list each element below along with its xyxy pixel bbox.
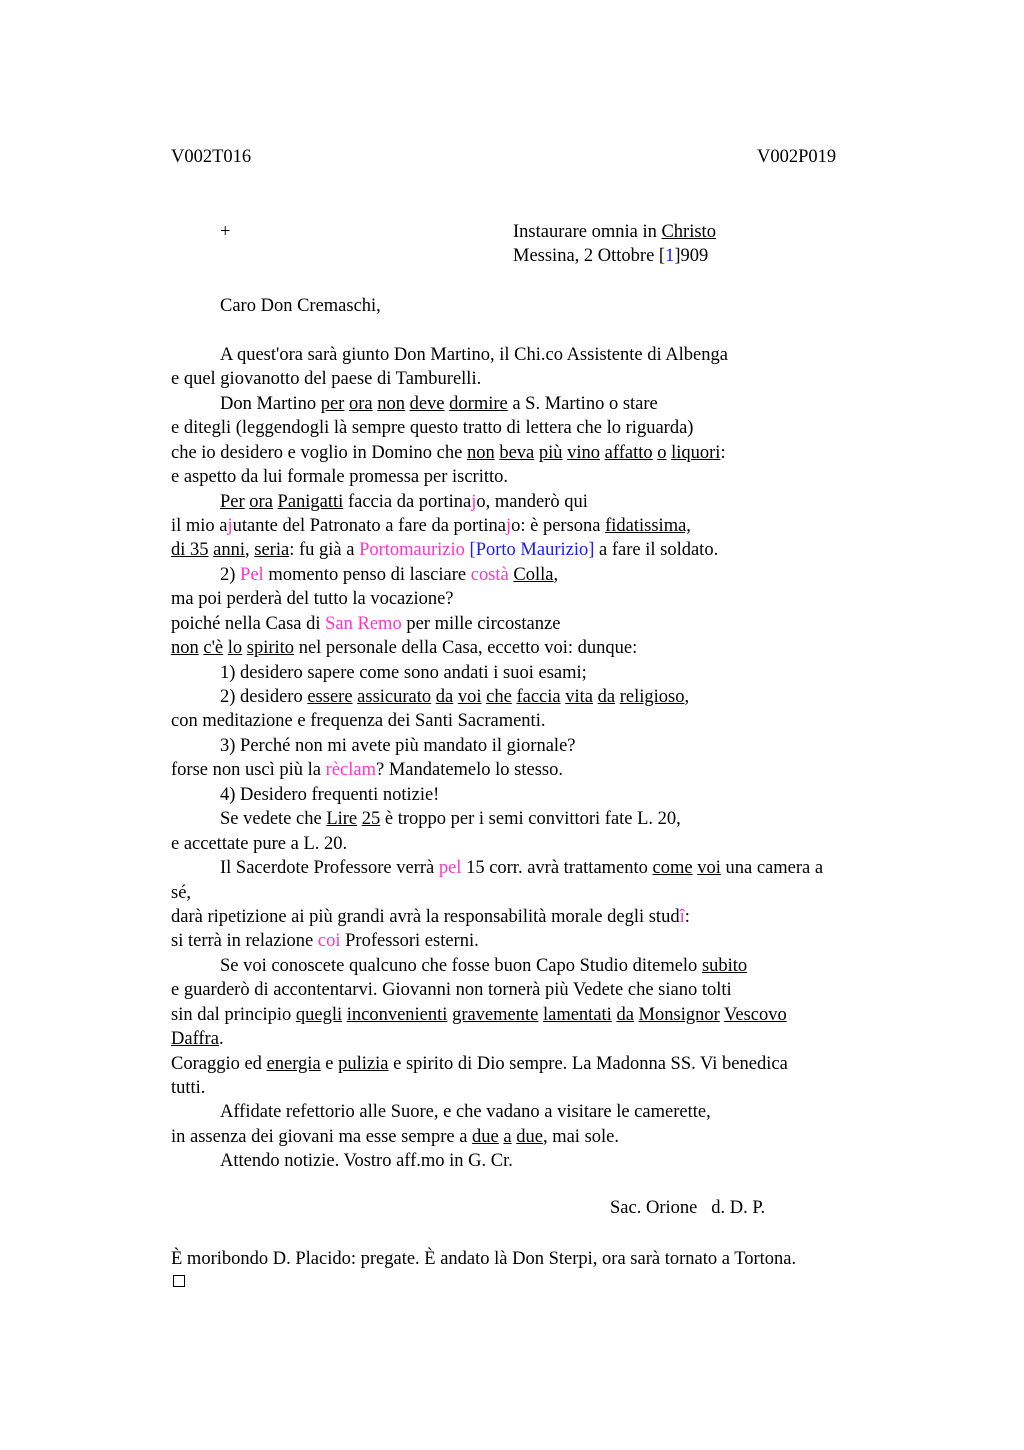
text-run: forse non uscì più la <box>171 760 326 780</box>
underlined-word: inconvenienti <box>346 1005 448 1025</box>
magenta-note: j <box>227 516 233 536</box>
text-run: : fu già a <box>289 540 360 560</box>
text-run: è troppo per i semi convittori fate L. 20, <box>380 809 681 829</box>
cross-symbol: + <box>220 222 231 242</box>
underlined-word: gravemente <box>452 1005 539 1025</box>
text-run: Il Sacerdote Professore verrà <box>220 858 439 878</box>
list-item-2 <box>220 685 689 709</box>
para3-line3 <box>171 538 718 562</box>
underlined-word: seria <box>254 540 290 560</box>
text-run: : <box>684 907 690 927</box>
magenta-note: coi <box>317 931 341 951</box>
text-run: Professori esterni. <box>340 931 479 951</box>
list-item-1: 1) desidero sapere come sono andati i suoi esami; <box>220 663 587 683</box>
para6-line1 <box>220 856 823 880</box>
underlined-word: 25 <box>361 809 381 829</box>
magenta-note: Portomaurizio <box>359 540 465 560</box>
underlined-word: Vescovo <box>724 1005 787 1025</box>
underlined-word: due <box>472 1127 499 1147</box>
text-run: , <box>553 565 559 585</box>
magenta-note: rèclam <box>325 760 376 780</box>
para2-line2: e ditegli (leggendogli là sempre questo tratto di lettera che lo riguarda) <box>171 418 694 438</box>
text-run: che io desidero e voglio in Domino che <box>171 443 467 463</box>
underlined-word: vita <box>565 687 593 707</box>
underlined-word: Daffra <box>171 1029 219 1049</box>
underlined-word: voi <box>697 858 721 878</box>
para2-line4: e aspetto da lui formale promessa per iscritto. <box>171 467 509 487</box>
postscript: È moribondo D. Placido: pregate. È andato là Don Sterpi, ora sarà tornato a Tortona. <box>171 1249 797 1269</box>
para8-line1 <box>171 1052 788 1076</box>
underlined-word: liquori <box>671 443 721 463</box>
magenta-note: San Remo <box>325 614 402 634</box>
underlined-word: energia <box>266 1054 321 1074</box>
underlined-word: come <box>652 858 693 878</box>
underlined-word: vino <box>567 443 601 463</box>
text-run: 15 corr. avrà trattamento <box>461 858 653 878</box>
underlined-word: Per <box>220 492 245 512</box>
para7-line4 <box>171 1027 224 1051</box>
list-item-3-cont <box>171 758 563 782</box>
underlined-word: voi <box>457 687 482 707</box>
para3-line2 <box>171 514 691 538</box>
para6-line3 <box>171 905 690 929</box>
underlined-word: anni <box>213 540 245 560</box>
underlined-word: 35 <box>190 540 209 560</box>
dateline <box>513 246 708 267</box>
para4-line1 <box>220 563 558 587</box>
underlined-word: o <box>657 443 667 463</box>
text-run: : <box>720 443 726 463</box>
underlined-word: subito <box>701 956 748 976</box>
magenta-note: pel <box>438 858 462 878</box>
underlined-word: assicurato <box>357 687 432 707</box>
para1-line1: A quest'ora sarà giunto Don Martino, il Chi.co Assistente di Albenga <box>220 345 728 365</box>
para1-line2: e quel giovanotto del paese di Tamburelli. <box>171 369 482 389</box>
para9-line2 <box>171 1125 619 1149</box>
underlined-word: lo <box>227 638 243 658</box>
dateline-post: ]909 <box>674 246 709 266</box>
underlined-word: non <box>171 638 199 658</box>
dateline-pre: Messina, 2 Ottobre [ <box>513 246 666 266</box>
salutation: Caro Don Cremaschi, <box>220 296 381 316</box>
para6-line2: sé, <box>171 883 192 903</box>
underlined-word: da <box>616 1005 634 1025</box>
text-run: o, manderò qui <box>476 492 588 512</box>
para2-line3 <box>171 441 726 465</box>
magenta-note: j <box>505 516 512 536</box>
underlined-word: per <box>320 394 345 414</box>
underlined-word: di <box>171 540 186 560</box>
text-run: si terrà in relazione <box>171 931 318 951</box>
underlined-word: pulizia <box>338 1054 389 1074</box>
text-run: , <box>245 540 255 560</box>
motto <box>513 222 716 243</box>
para7-line3 <box>171 1003 787 1027</box>
para4-line2: ma poi perderà del tutto la vocazione? <box>171 589 454 609</box>
underlined-word: da <box>435 687 454 707</box>
para9-line1: Affidate refettorio alle Suore, e che vadano a visitare le camerette, <box>220 1102 711 1122</box>
text-run: una camera a <box>720 858 824 878</box>
text-run: a fare il soldato. <box>594 540 719 560</box>
text-run: e spirito di Dio sempre. La Madonna SS. Vi benedica <box>388 1054 788 1074</box>
text-run: Se voi conoscete qualcuno che fosse buon Capo Studio ditemelo <box>220 956 702 976</box>
signature: Sac. Orione d. D. P. <box>610 1198 766 1218</box>
underlined-word: non <box>377 394 405 414</box>
para4-line3 <box>171 612 560 636</box>
underlined-word: dormire <box>449 394 508 414</box>
underlined-word: Colla <box>513 565 554 585</box>
text-run: darà ripetizione ai più grandi avrà la responsabilità morale degli stud <box>171 907 680 927</box>
para6-line4 <box>171 929 479 953</box>
underlined-word: faccia <box>516 687 561 707</box>
text-run: nel personale della Casa, eccetto voi: dunque: <box>294 638 638 658</box>
underlined-word: religioso <box>619 687 685 707</box>
text-run: utante del Patronato a fare da portina <box>232 516 506 536</box>
text-run: il mio a <box>171 516 228 536</box>
para9-line3: Attendo notizie. Vostro aff.mo in G. Cr. <box>220 1151 513 1171</box>
para5-line1 <box>220 807 681 831</box>
text-run: a S. Martino o stare <box>507 394 658 414</box>
text-run: Don Martino <box>220 394 321 414</box>
underlined-word: da <box>597 687 616 707</box>
text-run: per mille circostanze <box>401 614 561 634</box>
text-run: Se vedete che <box>220 809 327 829</box>
underlined-word: lamentati <box>542 1005 612 1025</box>
underlined-word: che <box>486 687 512 707</box>
underlined-word: c'è <box>203 638 224 658</box>
text-run: e <box>320 1054 339 1074</box>
list-item-3: 3) Perché non mi avete più mandato il giornale? <box>220 736 576 756</box>
para4-line4 <box>171 636 637 660</box>
motto-christo: Christo <box>661 222 716 242</box>
para3-line1 <box>220 490 588 514</box>
text-run: 2) <box>220 565 241 585</box>
list-item-2-cont: con meditazione e frequenza dei Santi Sacramenti. <box>171 711 546 731</box>
para7-line1 <box>220 954 747 978</box>
magenta-note: j <box>471 492 477 512</box>
underlined-word: deve <box>409 394 445 414</box>
text-run: , <box>684 687 690 707</box>
underlined-word: beva <box>499 443 535 463</box>
underlined-word: Monsignor <box>638 1005 720 1025</box>
editorial-correction: [Porto Maurizio] <box>469 540 595 560</box>
text-run: . <box>218 1029 224 1049</box>
end-box-icon <box>173 1275 185 1287</box>
list-item-4: 4) Desidero frequenti notizie! <box>220 785 440 805</box>
underlined-word: ora <box>348 394 373 414</box>
text-run: faccia da portina <box>343 492 472 512</box>
para2-line1 <box>220 392 658 416</box>
underlined-word: ora <box>249 492 273 512</box>
text-run: in assenza dei giovani ma esse sempre a <box>171 1127 473 1147</box>
underlined-word: Panigatti <box>277 492 344 512</box>
text-run: poiché nella Casa di <box>171 614 326 634</box>
magenta-note: î <box>679 907 685 927</box>
underlined-word: quegli <box>295 1005 343 1025</box>
underlined-word: Lire <box>326 809 358 829</box>
para5-line2: e accettate pure a L. 20. <box>171 834 348 854</box>
underlined-word: fidatissima, <box>605 516 691 536</box>
magenta-note: Pel <box>240 565 264 585</box>
text-run: Coraggio ed <box>171 1054 267 1074</box>
underlined-word: non <box>466 443 495 463</box>
doc-code-right: V002P019 <box>757 147 837 167</box>
doc-code-left: V002T016 <box>171 147 252 167</box>
underlined-word: più <box>538 443 563 463</box>
text-run: momento penso di lasciare <box>263 565 471 585</box>
dateline-fix: 1 <box>665 246 675 266</box>
text-run: , mai sole. <box>542 1127 619 1147</box>
magenta-note: costà <box>470 565 509 585</box>
text-run: 2) desidero <box>220 687 308 707</box>
underlined-word: a <box>503 1127 512 1147</box>
text-run: ? Mandatemelo lo stesso. <box>375 760 563 780</box>
text-run: sin dal principio <box>171 1005 296 1025</box>
para7-line2: e guarderò di accontentarvi. Giovanni non tornerà più Vedete che siano tolti <box>171 980 732 1000</box>
underlined-word: spirito <box>246 638 295 658</box>
motto-text: Instaurare omnia in <box>513 222 662 242</box>
para8-line2: tutti. <box>171 1078 206 1098</box>
underlined-word: essere <box>307 687 353 707</box>
underlined-word: due <box>516 1127 543 1147</box>
underlined-word: affatto <box>604 443 653 463</box>
text-run: o: è persona <box>511 516 606 536</box>
